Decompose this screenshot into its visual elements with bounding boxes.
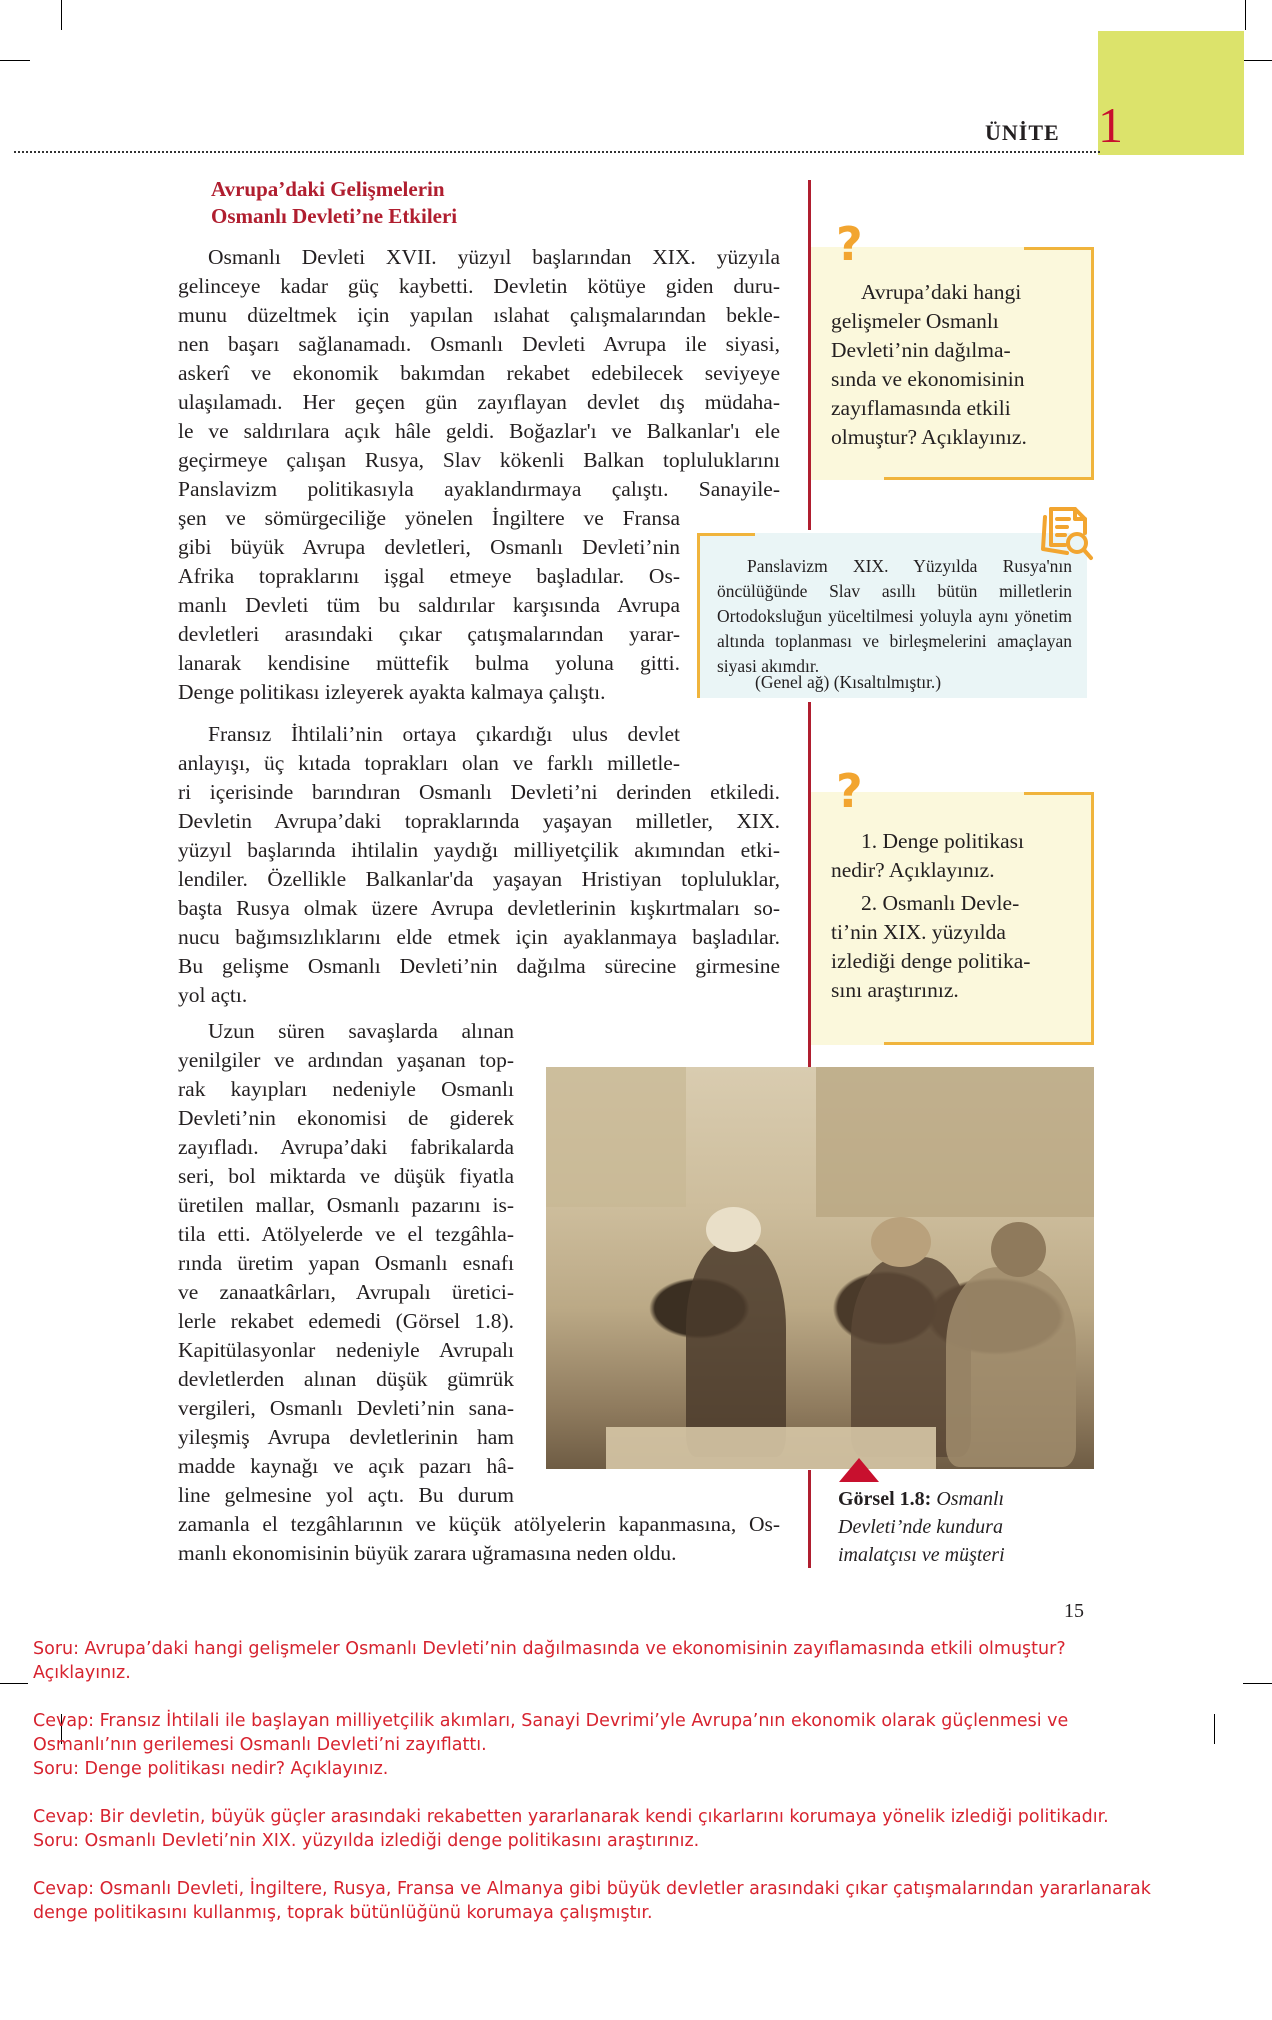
- crop-mark: [0, 1683, 28, 1684]
- text-line: rında üretim yapan Osmanlı esnafı: [178, 1251, 514, 1275]
- answer-line: Cevap: Bir devletin, büyük güçler arasındaki rekabetten yararlanarak kendi çıkarlarını korumaya yönelik izlediği politikadır.: [33, 1807, 1109, 1827]
- text-line: manlı ekonomisinin büyük zarara uğramasına neden oldu.: [178, 1541, 677, 1565]
- text-line: nedir? Açıklayınız.: [831, 858, 995, 882]
- margin-rule: [808, 1470, 811, 1568]
- answer-line: Osmanlı’nın gerilemesi Osmanlı Devleti’ni zayıflattı.: [33, 1735, 487, 1755]
- crop-mark: [1242, 60, 1272, 61]
- text-line: zamanla el tezgâhlarının ve küçük atölyelerin kapanmasına, Os-: [178, 1512, 780, 1536]
- text-line: izlediği denge politika-: [831, 949, 1031, 973]
- page-number: 15: [1064, 1600, 1084, 1622]
- text-line: Kapitülasyonlar nedeniyle Avrupalı: [178, 1338, 514, 1362]
- answer-line: Soru: Avrupa’daki hangi gelişmeler Osmanlı Devleti’nin dağılmasında ve ekonomisinin zayıflamasında etkili olmuştur?: [33, 1639, 1066, 1659]
- text-line: gelişmeler Osmanlı: [831, 309, 999, 333]
- photo-figure-head: [871, 1217, 931, 1267]
- photo-figure: [946, 1267, 1076, 1467]
- caption-line: [838, 1513, 1078, 1541]
- answer-gap: [33, 1685, 1268, 1709]
- info-box-source: (Genel ağ) (Kısaltılmıştır.): [755, 672, 942, 692]
- text-line: Afrika topraklarını işgal etmeye başladılar. Os-: [178, 564, 680, 588]
- text-line: devletleri arasındaki çıkar çatışmalarından yarar-: [178, 622, 680, 646]
- text-line: ve zanaatkârları, Avrupalı üretici-: [178, 1280, 514, 1304]
- text-line: askerî ve ekonomik bakımdan rekabet edebilecek seviyeye: [178, 361, 780, 385]
- answer-line: Açıklayınız.: [33, 1663, 131, 1683]
- text-line: üretilen mallar, Osmanlı pazarını is-: [178, 1193, 514, 1217]
- info-box-text: Panslavizm XIX. Yüzyılda Rusya'nın öncülüğünde Slav asıllı bütün milletlerin Ortodoksluğun yüceltilmesi yoluyla aynı yönetim altında toplanması ve birleşmelerini amaçlayan siyasi akımdır.: [717, 556, 1072, 676]
- text-line: Bu gelişme Osmanlı Devleti’nin dağılma sürecine girmesine: [178, 954, 780, 978]
- paragraph-2: [178, 720, 780, 1010]
- caption-text: Devleti’nde kundura: [838, 1516, 1003, 1538]
- text-line: vergileri, Osmanlı Devleti’nin sana-: [178, 1396, 514, 1420]
- answer-gap: [33, 1853, 1268, 1877]
- text-line: lanarak kendisine müttefik bulma yoluna gitti.: [178, 651, 680, 675]
- section-title: [211, 176, 457, 230]
- text-line: munu düzeltmek için yapılan ıslahat çalışmalarından bekle-: [178, 303, 780, 327]
- photo-building: [546, 1067, 686, 1207]
- section-title-line: Osmanlı Devleti’ne Etkileri: [211, 204, 458, 228]
- text-line: tila etti. Atölyelerde ve el tezgâhla-: [178, 1222, 514, 1246]
- photo-building: [816, 1067, 1094, 1217]
- caption-text: Osmanlı: [936, 1488, 1005, 1510]
- text-line: ti’nin XIX. yüzyılda: [831, 920, 1006, 944]
- photo-ground: [606, 1427, 936, 1469]
- answer-gap: [33, 1781, 1268, 1805]
- caption-line: [838, 1541, 1078, 1569]
- answer-line: Soru: Denge politikası nedir? Açıklayınız.: [33, 1759, 389, 1779]
- question-mark-icon: ?: [836, 217, 863, 271]
- caption-text: imalatçısı ve müşteri: [838, 1544, 1005, 1566]
- text-line: le ve saldırılara açık hâle geldi. Boğazlar'ı ve Balkanlar'ı ele: [178, 419, 780, 443]
- text-line: olmuştur? Açıklayınız.: [831, 425, 1027, 449]
- question-mark-icon: ?: [836, 764, 863, 818]
- text-line: zayıfladı. Avrupa’daki fabrikalarda: [178, 1135, 514, 1159]
- box-border: [1024, 247, 1094, 250]
- text-line: rak kayıpları nedeniyle Osmanlı: [178, 1077, 514, 1101]
- answer-line: Cevap: Osmanlı Devleti, İngiltere, Rusya, Fransa ve Almanya gibi büyük devletler arasındaki çıkar çatışmalarından yararlanarak: [33, 1879, 1151, 1899]
- text-line: yenilgiler ve ardından yaşanan top-: [178, 1048, 514, 1072]
- text-line: geçirmeye çalışan Rusya, Slav kökenli Balkan topluluklarını: [178, 448, 780, 472]
- caption-pointer-icon: [839, 1458, 879, 1482]
- answer-line: Cevap: Fransız İhtilali ile başlayan milliyetçilik akımları, Sanayi Devrimi’yle Avrupa’nın ekonomik olarak güçlenmesi ve: [33, 1711, 1069, 1731]
- text-line: Uzun süren savaşlarda alınan: [208, 1019, 514, 1043]
- crop-mark: [0, 60, 30, 61]
- text-line: sını araştırınız.: [831, 978, 959, 1002]
- box-border: [1091, 247, 1094, 480]
- photo-figure: [686, 1242, 786, 1457]
- text-line: seri, bol miktarda ve düşük fiyatla: [178, 1164, 514, 1188]
- text-line: şen ve sömürgeciliğe yönelen İngiltere ve Fransa: [178, 506, 680, 530]
- section-title-line: Avrupa’daki Gelişmelerin: [211, 177, 445, 201]
- unit-number: 1: [1098, 97, 1123, 153]
- historical-photo: [546, 1067, 1094, 1469]
- text-line: Osmanlı Devleti XVII. yüzyıl başlarından XIX. yüzyıla: [208, 245, 780, 269]
- answer-line: Soru: Osmanlı Devleti’nin XIX. yüzyılda izlediği denge politikasını araştırınız.: [33, 1831, 700, 1851]
- text-line: 1. Denge politikası: [861, 829, 1025, 853]
- text-line: madde kaynağı ve açık pazarı hâ-: [178, 1454, 514, 1478]
- caption-line: [838, 1485, 1078, 1513]
- photo-figure-head: [706, 1207, 761, 1252]
- unit-label: ÜNİTE: [985, 120, 1060, 145]
- text-line: Avrupa’daki hangi: [861, 280, 1022, 304]
- paragraph-1: [178, 243, 780, 707]
- text-line: Panslavizm politikasıyla ayaklandırmaya çalıştı. Sanayile-: [178, 477, 780, 501]
- box-border: [884, 477, 1094, 480]
- text-line: gelinceye kadar güç kaybetti. Devletin kötüye giden duru-: [178, 274, 780, 298]
- box-border: [1091, 792, 1094, 1045]
- text-line: nen başarı sağlanamadı. Osmanlı Devleti Avrupa ile siyasi,: [178, 332, 780, 356]
- figure-label: Görsel 1.8:: [838, 1488, 932, 1510]
- text-line: Devletin Avrupa’daki topraklarında yaşayan milletler, XIX.: [178, 809, 780, 833]
- text-line: yileşmiş Avrupa devletlerinin ham: [178, 1425, 514, 1449]
- photo-figure-head: [991, 1222, 1046, 1277]
- crop-mark: [61, 0, 62, 30]
- answers-block: [33, 1637, 1268, 1925]
- box-border: [1024, 792, 1094, 795]
- crop-mark: [1245, 0, 1246, 30]
- text-line: başta Rusya olmak üzere Avrupa devletlerinin kışkırtmaları so-: [178, 896, 780, 920]
- text-line: yol açtı.: [178, 983, 248, 1007]
- figure-caption: [838, 1485, 1078, 1569]
- text-line: manlı Devleti tüm bu saldırılar karşısında Avrupa: [178, 593, 680, 617]
- text-line: ulaşılamadı. Her geçen gün zayıflayan devlet dış müdaha-: [178, 390, 780, 414]
- text-line: 2. Osmanlı Devle-: [861, 891, 1020, 915]
- box-border: [697, 533, 755, 536]
- info-box: [697, 533, 1087, 698]
- text-line: nucu bağımsızlıklarını elde etmek için ayaklanmaya başladılar.: [178, 925, 780, 949]
- document-search-icon: [1037, 503, 1095, 563]
- text-line: gibi büyük Avrupa devletleri, Osmanlı Devleti’nin: [178, 535, 680, 559]
- text-line: zayıflamasında etkili: [831, 396, 1011, 420]
- text-line: sında ve ekonomisinin: [831, 367, 1025, 391]
- text-line: lendiler. Özellikle Balkanlar'da yaşayan Hristiyan topluluklar,: [178, 867, 780, 891]
- text-line: anlayışı, üç kıtada toprakları olan ve farklı milletle-: [178, 751, 680, 775]
- question-box-2-text: [831, 827, 1086, 1005]
- box-border: [884, 1042, 1094, 1045]
- text-line: lerle rekabet edemedi (Görsel 1.8).: [178, 1309, 514, 1333]
- text-line: yüzyıl başlarında ihtilalin yaydığı milliyetçilik akımından etki-: [178, 838, 780, 862]
- box-border: [697, 533, 700, 698]
- text-line: line gelmesine yol açtı. Bu durum: [178, 1483, 514, 1507]
- text-line: Fransız İhtilali’nin ortaya çıkardığı ulus devlet: [208, 722, 680, 746]
- text-line: Devleti’nin dağılma-: [831, 338, 1011, 362]
- text-line: devletlerden alınan düşük gümrük: [178, 1367, 514, 1391]
- text-line: Denge politikası izleyerek ayakta kalmaya çalıştı.: [178, 680, 606, 704]
- text-line: ri içerisinde barındıran Osmanlı Devleti’ni derinden etkiledi.: [178, 780, 780, 804]
- question-box-1-text: [831, 278, 1086, 452]
- answer-line: denge politikasını kullanmış, toprak bütünlüğünü korumaya çalışmıştır.: [33, 1903, 653, 1923]
- text-line: Devleti’nin ekonomisi de giderek: [178, 1106, 514, 1130]
- header-divider: [14, 151, 1100, 153]
